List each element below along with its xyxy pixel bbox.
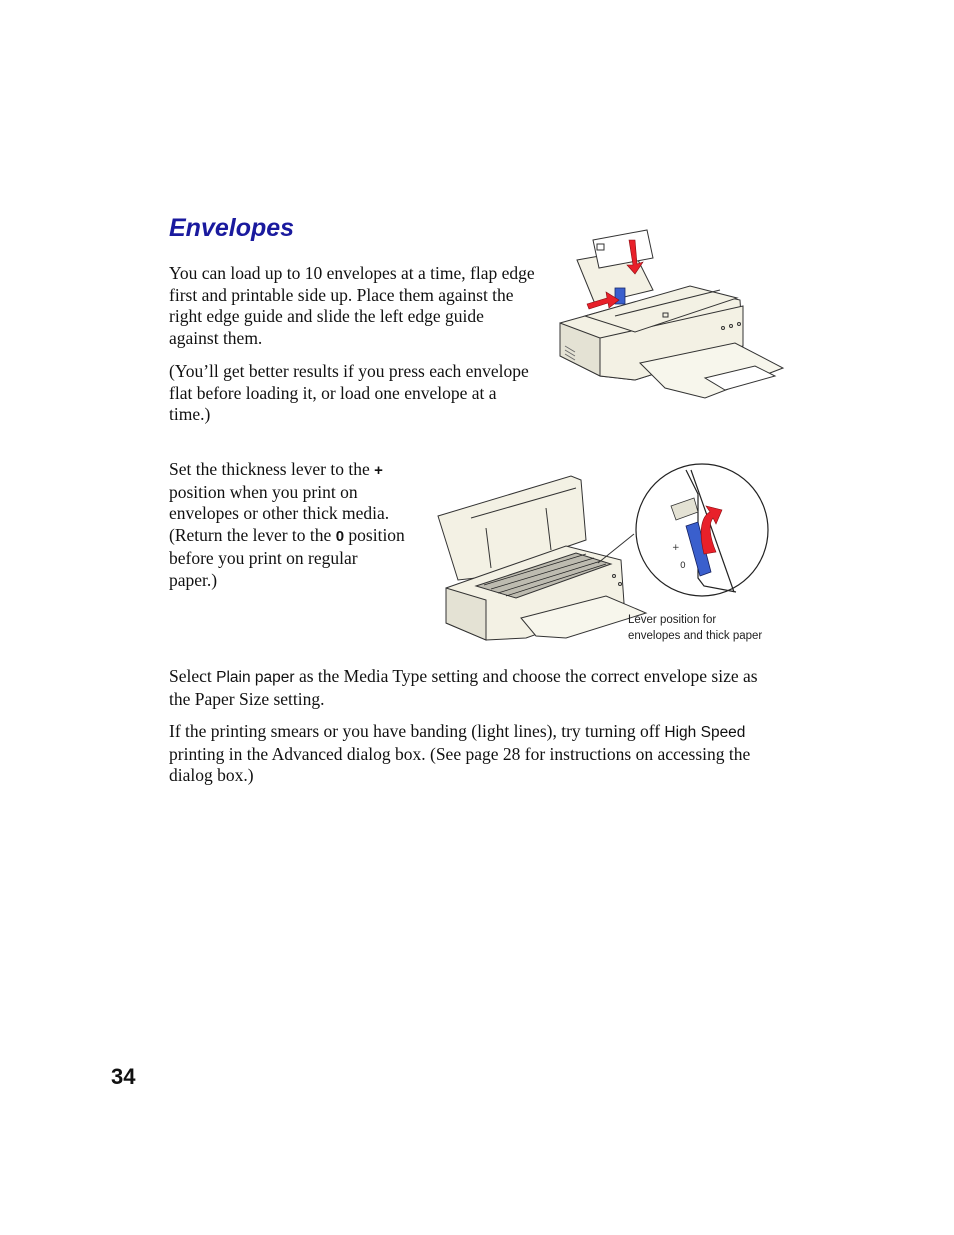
page-number: 34 bbox=[111, 1064, 136, 1089]
paragraph-envelope-tip: (You’ll get better results if you press each envelope flat before loading it, or load one envelope at a time.) bbox=[169, 361, 529, 425]
plus-position-symbol: + bbox=[374, 462, 383, 479]
text-run: printing in the Advanced dialog box. (See page 28 for instructions on accessing the dialog box.) bbox=[169, 743, 751, 786]
caption-line: envelopes and thick paper bbox=[628, 630, 763, 642]
setting-high-speed: High Speed bbox=[664, 724, 746, 741]
text-run: position when you print on envelopes or other thick media. (Return the lever to the bbox=[169, 481, 390, 546]
svg-text:0: 0 bbox=[680, 561, 686, 571]
text-run: as the Media Type setting and choose the correct envelope size as the Paper Size setting. bbox=[169, 666, 758, 709]
lever-figure-caption bbox=[628, 612, 762, 644]
paragraph-envelope-capacity: You can load up to 10 envelopes at a time, flap edge first and printable side up. Place them against the right edge guide and slide the left edge guide against them. bbox=[169, 263, 535, 349]
caption-line: Lever position for bbox=[628, 614, 717, 626]
printer-envelope-loading-illustration bbox=[555, 228, 785, 403]
text-run: Select bbox=[169, 666, 217, 686]
text-run: position before you print on regular paper.) bbox=[169, 525, 405, 590]
paragraph-high-speed bbox=[169, 721, 781, 787]
zero-position-symbol: 0 bbox=[335, 528, 345, 546]
text-run: If the printing smears or you have banding (light lines), try turning off bbox=[169, 721, 665, 741]
section-heading: Envelopes bbox=[169, 214, 295, 242]
paragraph-thickness-lever bbox=[169, 459, 405, 591]
svg-text:+: + bbox=[672, 543, 680, 553]
paragraph-media-type bbox=[169, 666, 781, 710]
setting-plain-paper: Plain paper bbox=[216, 669, 295, 686]
text-run: Set the thickness lever to the bbox=[169, 459, 375, 479]
